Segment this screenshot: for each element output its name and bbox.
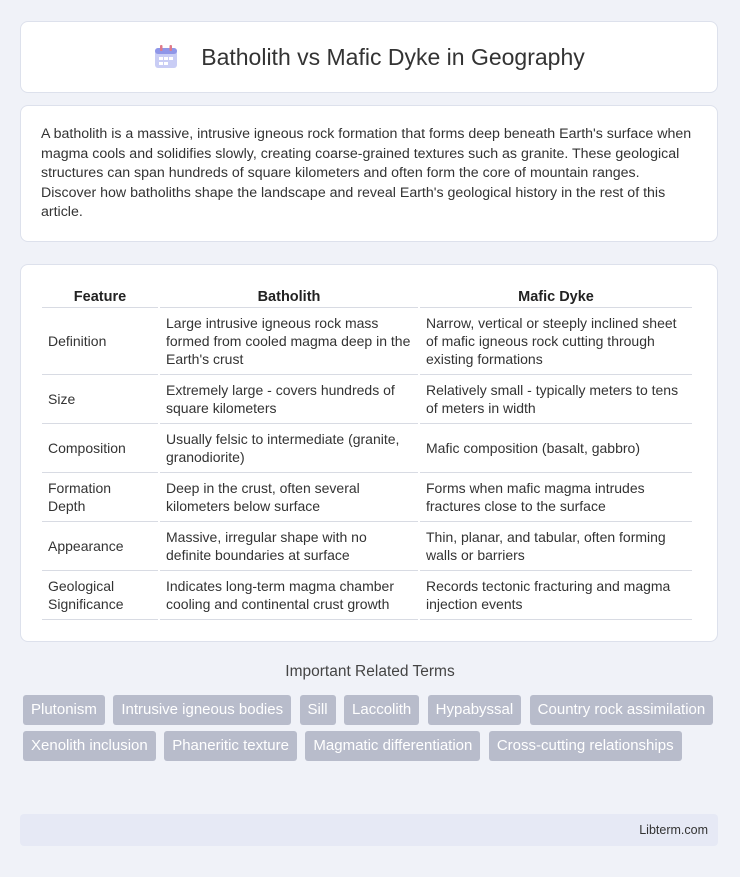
table-row (42, 571, 692, 620)
page-title: Batholith vs Mafic Dyke in Geography (201, 43, 585, 70)
feature-cell: Size (42, 375, 158, 424)
feature-cell: Geological Significance (42, 571, 158, 620)
mafic-dyke-cell: Forms when mafic magma intrudes fractures close to the surface (420, 473, 692, 522)
tag-sill[interactable]: Sill (300, 695, 336, 725)
table-header-row (42, 285, 692, 308)
table-row (42, 473, 692, 522)
header-mafic-dyke: Mafic Dyke (420, 285, 692, 308)
mafic-dyke-cell: Relatively small - typically meters to tens of meters in width (420, 375, 692, 424)
table-row (42, 522, 692, 571)
intro-text: A batholith is a massive, intrusive igneous rock formation that forms deep beneath Earth's surface when magma cools and solidifies slowly, creating coarse-grained textures such as granite. These geological structures can span hundreds of square kilometers and often form the core of mountain ranges. Discover how batholiths shape the landscape and reveal Earth's geological history in the rest of this article. (41, 126, 692, 220)
mafic-dyke-cell: Records tectonic fracturing and magma injection events (420, 571, 692, 620)
calendar-icon (153, 44, 179, 70)
intro-card (20, 105, 718, 242)
footer-site-link[interactable]: Libterm.com (639, 823, 708, 837)
feature-cell: Appearance (42, 522, 158, 571)
tag-xenolith-inclusion[interactable]: Xenolith inclusion (23, 731, 156, 761)
batholith-cell: Indicates long-term magma chamber cooling and continental crust growth (160, 571, 418, 620)
tag-cross-cutting-relationships[interactable]: Cross-cutting relationships (489, 731, 682, 761)
related-terms-title: Important Related Terms (285, 663, 455, 680)
tag-plutonism[interactable]: Plutonism (23, 695, 105, 725)
batholith-cell: Extremely large - covers hundreds of square kilometers (160, 375, 418, 424)
tag-magmatic-differentiation[interactable]: Magmatic differentiation (305, 731, 480, 761)
feature-cell: Composition (42, 424, 158, 473)
feature-cell: Definition (42, 308, 158, 375)
table-row (42, 424, 692, 473)
tag-intrusive-igneous-bodies[interactable]: Intrusive igneous bodies (113, 695, 291, 725)
title-card (20, 21, 718, 93)
batholith-cell: Usually felsic to intermediate (granite, granodiorite) (160, 424, 418, 473)
table-row (42, 375, 692, 424)
tag-phaneritic-texture[interactable]: Phaneritic texture (164, 731, 297, 761)
footer (20, 814, 718, 846)
batholith-cell: Deep in the crust, often several kilometers below surface (160, 473, 418, 522)
comparison-table (40, 285, 694, 620)
feature-cell: Formation Depth (42, 473, 158, 522)
batholith-cell: Massive, irregular shape with no definite boundaries at surface (160, 522, 418, 571)
mafic-dyke-cell: Narrow, vertical or steeply inclined sheet of mafic igneous rock cutting through existing formations (420, 308, 692, 375)
mafic-dyke-cell: Mafic composition (basalt, gabbro) (420, 424, 692, 473)
tag-laccolith[interactable]: Laccolith (344, 695, 419, 725)
header-batholith: Batholith (160, 285, 418, 308)
comparison-table-card (20, 264, 718, 642)
tag-hypabyssal[interactable]: Hypabyssal (428, 695, 522, 725)
related-terms-tags (23, 695, 723, 767)
batholith-cell: Large intrusive igneous rock mass formed from cooled magma deep in the Earth's crust (160, 308, 418, 375)
tag-country-rock-assimilation[interactable]: Country rock assimilation (530, 695, 714, 725)
header-feature: Feature (42, 285, 158, 308)
mafic-dyke-cell: Thin, planar, and tabular, often forming walls or barriers (420, 522, 692, 571)
table-row (42, 308, 692, 375)
